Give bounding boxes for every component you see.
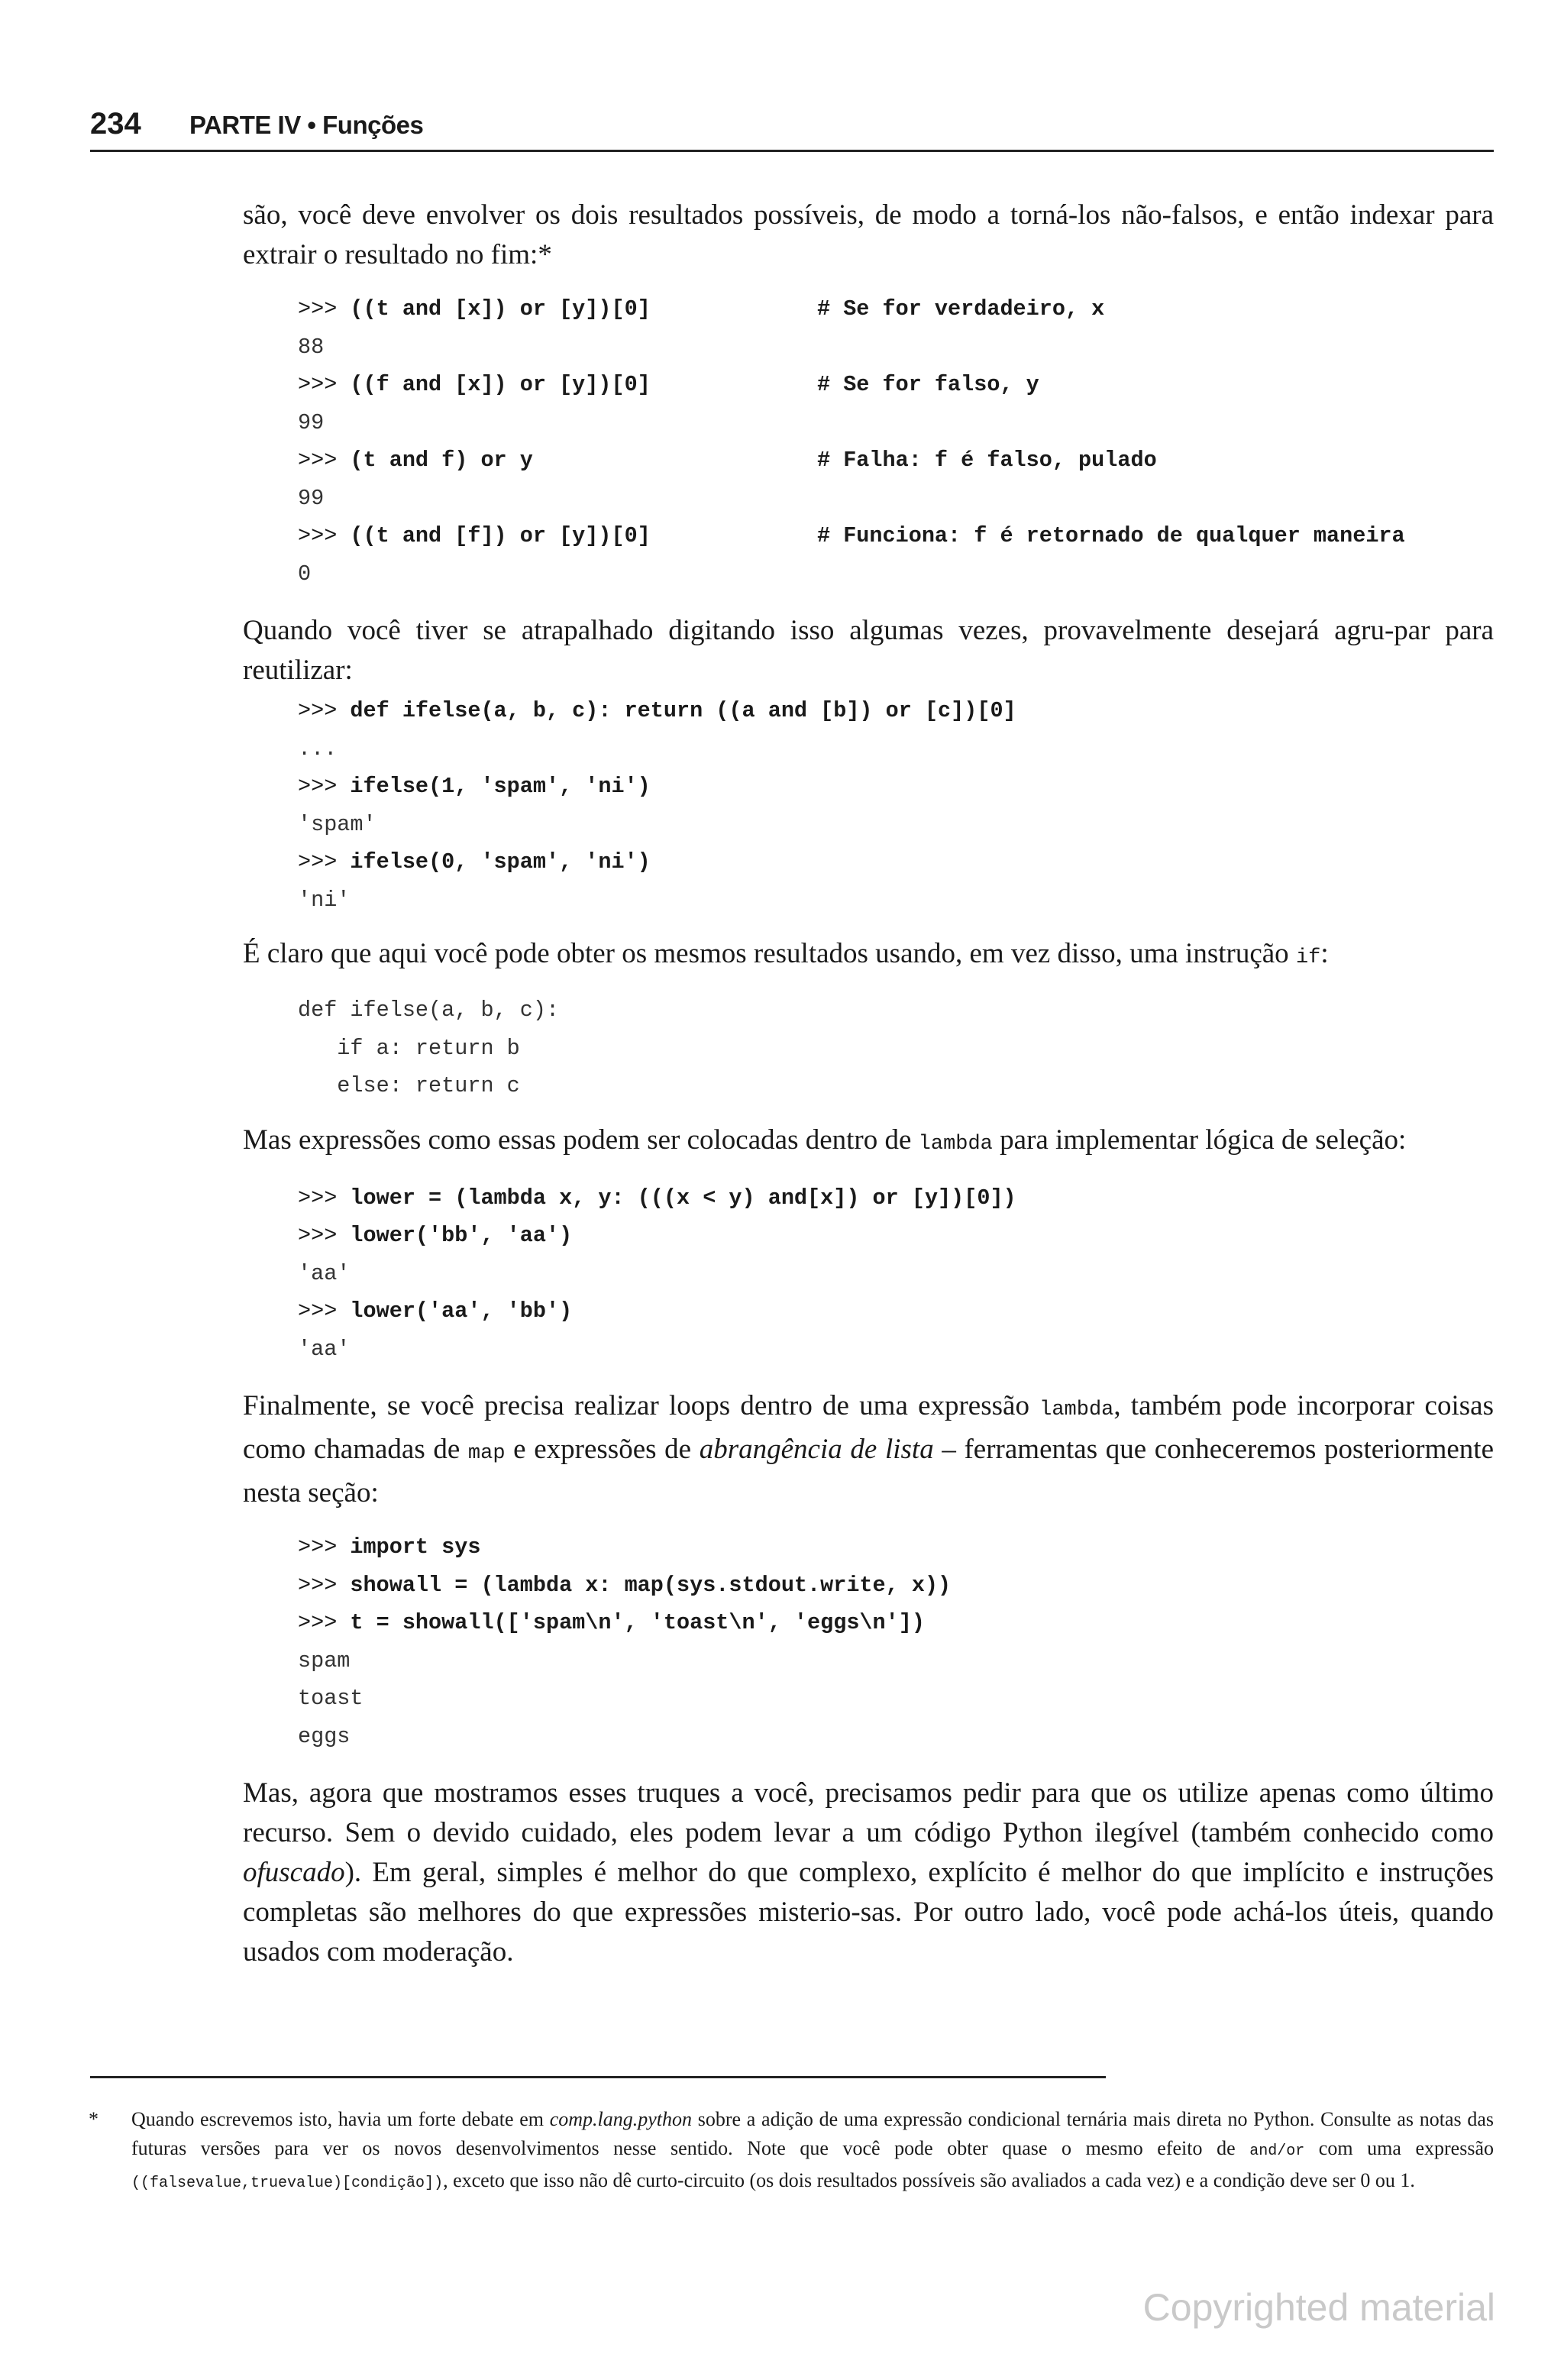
code-comment: # Funciona: f é retornado de qualquer maneira [817, 523, 1405, 548]
code-prompt: >>> [298, 1610, 351, 1635]
paragraph: Mas expressões como essas podem ser colocadas dentro de lambda para implementar lógica de seleção: [243, 1124, 1407, 1156]
code-line [298, 768, 1494, 806]
code-output: ... [298, 736, 338, 762]
code-command: ((t and [x]) or [y])[0] [350, 296, 651, 322]
code-line [298, 290, 1494, 328]
code-block [298, 991, 1494, 1105]
code-prompt: >>> [298, 296, 351, 322]
code-command: lower = (lambda x, y: (((x < y) and[x]) or [y])[0]) [350, 1185, 1016, 1211]
code-command: (t and f) or y [350, 448, 533, 473]
copyright-watermark: Copyrighted material [1142, 2286, 1495, 2329]
code-line [298, 555, 1494, 593]
code-line [298, 806, 1494, 844]
code-output: else: return c [298, 1073, 520, 1098]
code-prompt: >>> [298, 1223, 351, 1248]
code-line [298, 1642, 1494, 1680]
code-line [298, 1179, 1494, 1217]
code-prompt: >>> [298, 698, 351, 723]
code-block [298, 1528, 1494, 1755]
code-prompt: >>> [298, 523, 351, 548]
code-output: toast [298, 1686, 364, 1711]
code-output: 88 [298, 334, 325, 360]
footnote-rule [90, 2076, 1106, 2078]
code-line [298, 328, 1494, 367]
code-command: ((t and [f]) or [y])[0] [350, 523, 651, 548]
paragraph: Finalmente, se você precisa realizar loops dentro de uma expressão lambda, também pode incorporar coisas como chamadas de map e expressões de abrangência de lista – ferramentas que conheceremos posteriormente nesta seção: [243, 1390, 1494, 1509]
code-line [298, 517, 1494, 555]
code-block [298, 1179, 1494, 1369]
code-command: ((f and [x]) or [y])[0] [350, 372, 651, 397]
code-output: 99 [298, 485, 325, 511]
page-header [90, 104, 1494, 152]
page-number: 234 [90, 107, 141, 141]
code-block [298, 692, 1494, 919]
code-line [298, 404, 1494, 442]
code-line [298, 1680, 1494, 1718]
code-command: lower('aa', 'bb') [350, 1298, 573, 1324]
code-output: def ifelse(a, b, c): [298, 998, 560, 1023]
code-output: 0 [298, 561, 312, 587]
code-line [298, 1255, 1494, 1293]
code-output: 99 [298, 409, 325, 435]
code-line [298, 1067, 1494, 1105]
code-line [298, 843, 1494, 881]
running-head: PARTE IV • Funções [189, 111, 424, 139]
code-prompt: >>> [298, 448, 351, 473]
code-command: showall = (lambda x: map(sys.stdout.write, x)) [350, 1572, 952, 1598]
code-prompt: >>> [298, 1572, 351, 1598]
code-output: 'ni' [298, 887, 351, 913]
paragraph: É claro que aqui você pode obter os mesmos resultados usando, em vez disso, uma instrução if: [243, 938, 1329, 969]
code-line [298, 730, 1494, 768]
code-output: 'aa' [298, 1336, 351, 1362]
code-line [298, 1718, 1494, 1756]
code-line [298, 1567, 1494, 1605]
code-output: 'spam' [298, 811, 376, 837]
code-comment: # Se for verdadeiro, x [817, 296, 1105, 322]
paragraph: são, você deve envolver os dois resultados possíveis, de modo a torná-los não-falsos, e então indexar para extrair o resultado no fim:* [243, 199, 1494, 270]
code-output: if a: return b [298, 1035, 520, 1061]
code-command: lower('bb', 'aa') [350, 1223, 573, 1248]
code-prompt: >>> [298, 372, 351, 397]
code-line [298, 1331, 1494, 1369]
code-line [298, 366, 1494, 404]
code-prompt: >>> [298, 1534, 351, 1560]
code-prompt: >>> [298, 849, 351, 875]
code-line [298, 1030, 1494, 1068]
code-command: ifelse(1, 'spam', 'ni') [350, 774, 651, 799]
code-command: t = showall(['spam\n', 'toast\n', 'eggs\n']) [350, 1610, 925, 1635]
code-output: spam [298, 1648, 351, 1673]
paragraph: Quando você tiver se atrapalhado digitando isso algumas vezes, provavelmente desejará agru-par para reutilizar: [243, 615, 1494, 686]
code-line [298, 1292, 1494, 1331]
code-line [298, 991, 1494, 1030]
code-prompt: >>> [298, 1298, 351, 1324]
code-comment: # Falha: f é falso, pulado [817, 448, 1157, 473]
code-command: def ifelse(a, b, c): return ((a and [b]) or [c])[0] [350, 698, 1016, 723]
code-line [298, 480, 1494, 518]
code-line [298, 1604, 1494, 1642]
code-output: eggs [298, 1723, 351, 1749]
code-line [298, 881, 1494, 920]
paragraph: Mas, agora que mostramos esses truques a você, precisamos pedir para que os utilize apenas como último recurso. Sem o devido cuidado, eles podem levar a um código Python ilegível (também conhecido como ofuscado). Em geral, simples é melhor do que complexo, explícito é melhor do que implícito e instruções completas são melhores do que expressões misterio-sas. Por outro lado, você pode achá-los úteis, quando usados com moderação. [243, 1777, 1494, 1968]
code-line [298, 692, 1494, 730]
footnote-marker: * [89, 2108, 99, 2130]
code-line [298, 1528, 1494, 1567]
code-prompt: >>> [298, 774, 351, 799]
code-command: import sys [350, 1534, 481, 1560]
code-block [298, 290, 1494, 593]
code-line [298, 441, 1494, 480]
code-prompt: >>> [298, 1185, 351, 1211]
code-line [298, 1217, 1494, 1255]
code-comment: # Se for falso, y [817, 372, 1039, 397]
footnote: * Quando escrevemos isto, havia um forte debate em comp.lang.python sobre a adição de uma expressão condicional ternária mais direta no Python. Consulte as notas das futuras versões para ver os novos desenvolvimentos nesse sentido. Note que você pode obter quase o mesmo efeito de and/or com uma expressão ((falsevalue,truevalue)[condição]), exceto que isso não dê curto-circuito (os dois resultados possíveis são avaliados a cada vez) e a condição deve ser 0 ou 1. [131, 2105, 1494, 2198]
code-output: 'aa' [298, 1260, 351, 1286]
page-body [243, 196, 1494, 1972]
code-command: ifelse(0, 'spam', 'ni') [350, 849, 651, 875]
